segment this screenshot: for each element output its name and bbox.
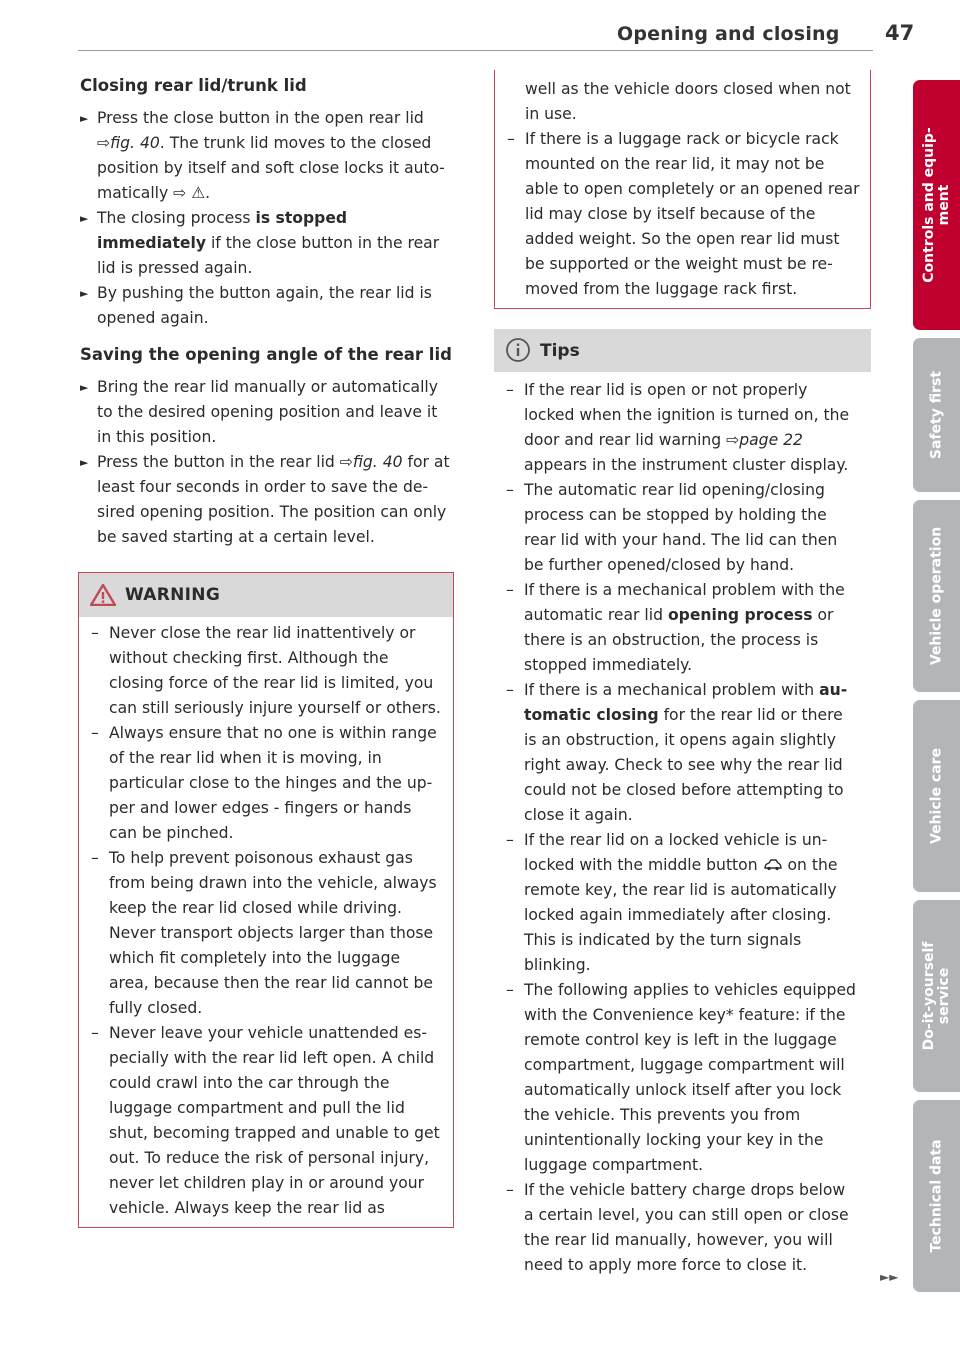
figure-ref-link[interactable]: ⇨fig. 40 [97,134,160,152]
tab-label: Do-it-yourself service [920,941,952,1051]
tab-safety-first[interactable] [913,338,960,492]
list-item: – If there is a mechanical problem with automatic closing for the rear lid or there is an obstruction, it opens again slightly right away. Check to see why the rear lid could not be closed before attempting to close it again. [506,681,848,824]
warning-header [79,573,453,617]
list-item: – Never close the rear lid inattentively or without checking first. Although the closing force of the rear lid is limited, you can still seriously injure yourself or others. [91,624,441,717]
left-column [78,70,454,1228]
page-number: 47 [885,21,915,45]
warning-box-continued [494,70,871,309]
tab-label: Technical data [928,1139,944,1253]
list-item: – The automatic rear lid opening/closing process can be stopped by holding the rear lid with your hand. The lid can then be further opened/closed by hand. [506,481,838,574]
list-item: – To help prevent poisonous exhaust gas from being drawn into the vehicle, always keep the rear lid closed while driving. Never transport objects larger than those which fit completely into the luggage area, because then the rear lid cannot be fully closed. [91,849,437,1017]
tab-vehicle-care[interactable] [913,700,960,892]
right-column [494,70,871,1280]
tab-label: Safety first [928,370,944,460]
list-item: – If there is a mechanical problem with the automatic rear lid opening process or there is an obstruction, the process is stopped immediately. [506,581,845,674]
list-item: – If the rear lid on a locked vehicle is unlocked with the middle button on the remote key, the rear lid is automatically locked again immediately after closing. This is indicated by the turn signals blinking. [506,831,838,974]
list-item: – If the rear lid is open or not properly locked when the ignition is turned on, the door and rear lid warning ⇨page 22 appears in the instrument cluster display. [506,381,850,474]
tips-title: Tips [540,341,580,361]
tips-header [494,329,871,372]
list-item-continued: well as the vehicle doors closed when not in use. [525,80,851,123]
tab-label: Vehicle care [928,748,944,844]
list-item: – Always ensure that no one is within range of the rear lid when it is moving, in particular close to the hinges and the upper and lower edges - fingers or hands can be pinched. [91,724,437,842]
warning-triangle-icon [90,584,116,614]
list-item: ► Press the close button in the open rear lid ⇨fig. 40. The trunk lid moves to the closed position by itself and soft close locks it automatically ⇨ ⚠. [78,106,454,206]
bullet-arrow-icon: ► [80,212,89,225]
unlock-car-icon [763,856,783,874]
list-item: ► The closing process is stopped immediately if the close button in the rear lid is pressed again. [78,206,454,281]
section-title-saving: Saving the opening angle of the rear lid [80,345,452,364]
bullet-arrow-icon: ► [80,112,89,125]
bullet-arrow-icon: ► [80,381,89,394]
tab-label: Controls and equip- ment [920,127,952,283]
section-title-closing: Closing rear lid/trunk lid [80,76,307,95]
bullet-arrow-icon: ► [80,456,89,469]
info-icon [505,337,531,371]
list-item: ► Press the button in the rear lid ⇨fig. 40 for at least four seconds in order to save the desired opening position. The position can only be saved starting at a certain level. [78,450,454,550]
running-header: Opening and closing [617,23,840,45]
list-item: – The following applies to vehicles equipped with the Convenience key* feature: if the remote control key is left in the luggage compartment, luggage compartment will automatically unlock itself after you lock the vehicle. This prevents you from unintentionally locking your key in the luggage compartment. [506,981,856,1174]
tab-technical-data[interactable] [913,1100,960,1292]
tips-body [494,372,871,1280]
page-ref-link[interactable]: ⇨page 22 [726,431,803,449]
bullet-arrow-icon: ► [80,287,89,300]
list-item: – If the vehicle battery charge drops below a certain level, you can still open or close the rear lid manually, however, you will need to apply more force to close it. [506,1181,849,1274]
figure-ref-link[interactable]: ⇨fig. 40 [339,453,403,471]
header-rule [78,50,873,51]
tab-do-it-yourself-service[interactable] [913,900,960,1092]
continued-arrow-icon: ►► [880,1270,899,1284]
tab-vehicle-operation[interactable] [913,500,960,692]
list-item: ► Bring the rear lid manually or automatically to the desired opening position and leave it in this position. [78,375,454,450]
tab-controls-and-equipment[interactable] [913,80,960,330]
warning-title: WARNING [125,585,221,605]
list-item: – If there is a luggage rack or bicycle rack mounted on the rear lid, it may not be able to open completely or an opened rear lid may close by itself because of the added weight. So the open rear lid must be supported or the weight must be removed from the luggage rack first. [507,130,860,298]
list-item: – Never leave your vehicle unattended especially with the rear lid left open. A child could crawl into the car through the luggage compartment and pull the lid shut, becoming trapped and unable to get out. To reduce the risk of personal injury, never let children play in or around your vehicle. Always keep the rear lid as [91,1024,440,1217]
list-item: ► By pushing the button again, the rear lid is opened again. [78,281,454,331]
warning-body [79,617,453,1227]
tab-label: Vehicle operation [928,526,944,666]
warning-box [78,572,454,1228]
